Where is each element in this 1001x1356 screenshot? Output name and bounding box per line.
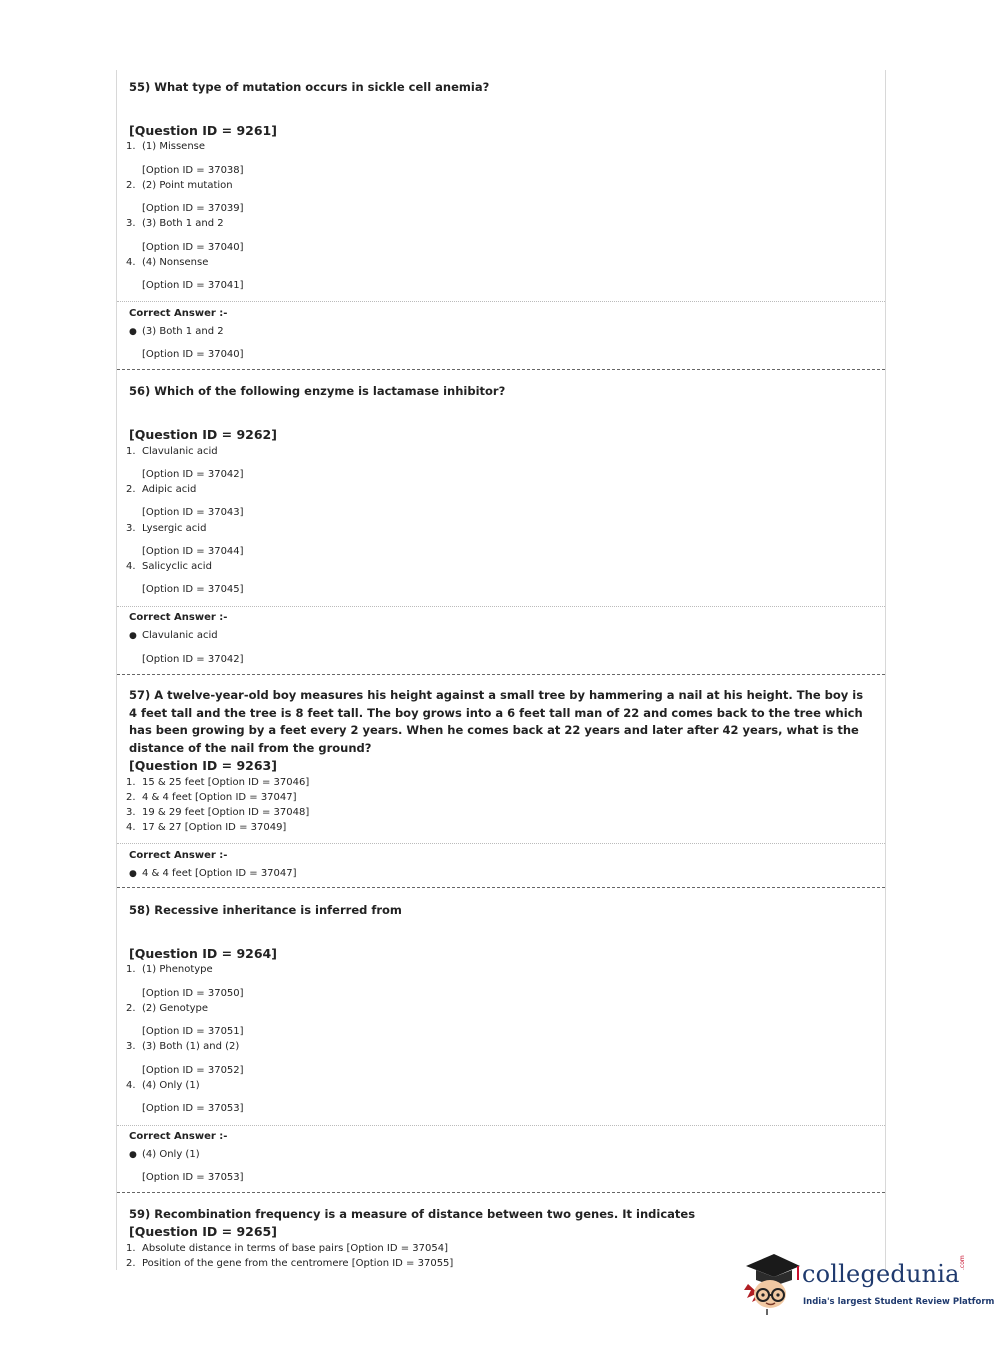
option-id: [Option ID = 37042]	[142, 469, 244, 480]
option-id: [Option ID = 37043]	[142, 507, 244, 518]
divider	[117, 606, 885, 607]
question-separator	[117, 369, 885, 370]
question-text: 56) Which of the following enzyme is lactamase inhibitor?	[129, 384, 506, 398]
option-id: [Option ID = 37039]	[142, 203, 244, 214]
option-id: [Option ID = 37041]	[142, 280, 244, 291]
option-id: [Option ID = 37045]	[142, 584, 244, 595]
option-item: 1. (1) Missense	[126, 141, 206, 152]
option-item: 2. (2) Point mutation	[126, 180, 233, 191]
question-id: [Question ID = 9261]	[129, 123, 277, 138]
question-id: [Question ID = 9263]	[129, 758, 277, 773]
option-id: [Option ID = 37044]	[142, 546, 244, 557]
option-item: 4. Salicyclic acid	[126, 561, 212, 572]
question-text: 58) Recessive inheritance is inferred from	[129, 903, 402, 917]
logo-wordmark: collegedunia	[802, 1260, 960, 1288]
option-item: 4. 17 & 27 [Option ID = 37049]	[126, 822, 287, 833]
divider	[117, 1125, 885, 1126]
logo-domain: .com	[959, 1255, 966, 1270]
question-text: 59) Recombination frequency is a measure of distance between two genes. It indicates	[129, 1207, 696, 1221]
option-id: [Option ID = 37053]	[142, 1103, 244, 1114]
option-item: 2. (2) Genotype	[126, 1003, 209, 1014]
option-item: 1. Clavulanic acid	[126, 446, 218, 457]
question-id: [Question ID = 9264]	[129, 946, 277, 961]
correct-answer-label: Correct Answer :-	[129, 1131, 228, 1142]
correct-answer: ● Clavulanic acid	[129, 630, 218, 641]
option-id: [Option ID = 37051]	[142, 1026, 244, 1037]
correct-answer: ● (3) Both 1 and 2	[129, 326, 224, 337]
option-item: 3. 19 & 29 feet [Option ID = 37048]	[126, 807, 310, 818]
correct-answer-label: Correct Answer :-	[129, 612, 228, 623]
option-id: [Option ID = 37040]	[142, 242, 244, 253]
bullet-icon: ●	[129, 631, 137, 641]
question-separator	[117, 1192, 885, 1193]
bullet-icon: ●	[129, 1150, 137, 1160]
correct-answer: ● (4) Only (1)	[129, 1149, 200, 1160]
option-item: 1. (1) Phenotype	[126, 964, 213, 975]
divider	[117, 843, 885, 844]
bullet-icon: ●	[129, 869, 137, 879]
option-item: 3. (3) Both 1 and 2	[126, 218, 224, 229]
question-id: [Question ID = 9262]	[129, 427, 277, 442]
correct-answer: ● 4 & 4 feet [Option ID = 37047]	[129, 868, 297, 879]
option-id: [Option ID = 37053]	[142, 1172, 244, 1183]
option-id: [Option ID = 37052]	[142, 1065, 244, 1076]
option-id: [Option ID = 37038]	[142, 165, 244, 176]
option-item: 4. (4) Nonsense	[126, 257, 209, 268]
correct-answer-label: Correct Answer :-	[129, 308, 228, 319]
option-item: 2. Position of the gene from the centromere [Option ID = 37055]	[126, 1258, 454, 1269]
option-item: 2. 4 & 4 feet [Option ID = 37047]	[126, 792, 297, 803]
question-separator	[117, 674, 885, 675]
mascot-logo-icon	[742, 1250, 804, 1316]
option-id: [Option ID = 37042]	[142, 654, 244, 665]
correct-answer-label: Correct Answer :-	[129, 850, 228, 861]
option-item: 3. Lysergic acid	[126, 523, 207, 534]
question-id: [Question ID = 9265]	[129, 1224, 277, 1239]
divider	[117, 301, 885, 302]
option-item: 1. 15 & 25 feet [Option ID = 37046]	[126, 777, 310, 788]
exam-page	[116, 70, 886, 1270]
question-text: 55) What type of mutation occurs in sickle cell anemia?	[129, 80, 490, 94]
option-item: 2. Adipic acid	[126, 484, 197, 495]
collegedunia-logo	[742, 1250, 995, 1320]
question-text: 57) A twelve-year-old boy measures his height against a small tree by hammering a nail at his height. The boy is 4 feet tall and the tree is 8 feet tall. The boy grows into a 6 feet tall man of 22 and comes back to the tree which has been growing by a feet every 2 years. When he comes back at 22 years and later after 42 years, what is the distance of the nail from the ground?	[129, 688, 864, 755]
option-item: 4. (4) Only (1)	[126, 1080, 200, 1091]
bullet-icon: ●	[129, 327, 137, 337]
question-separator	[117, 887, 885, 888]
option-item: 1. Absolute distance in terms of base pairs [Option ID = 37054]	[126, 1243, 449, 1254]
option-id: [Option ID = 37040]	[142, 349, 244, 360]
logo-tagline: India's largest Student Review Platform	[803, 1297, 995, 1307]
option-item: 3. (3) Both (1) and (2)	[126, 1041, 240, 1052]
option-id: [Option ID = 37050]	[142, 988, 244, 999]
